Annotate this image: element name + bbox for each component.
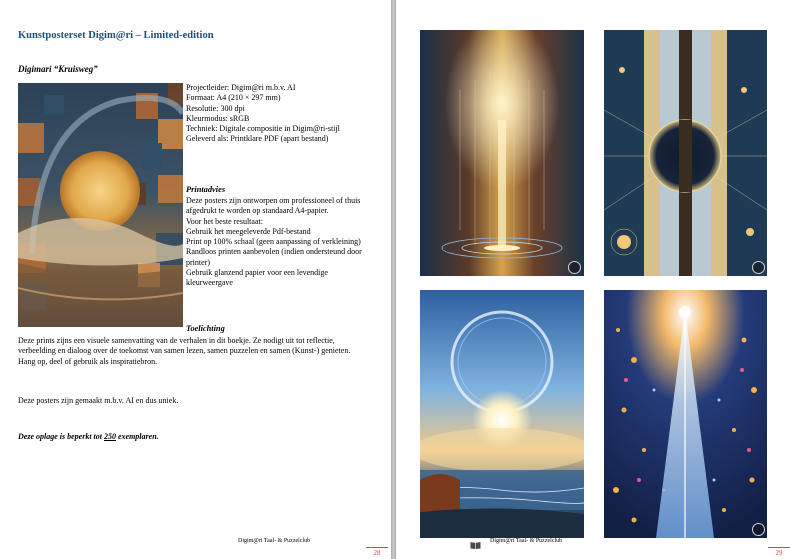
footer-text: Digim@ri Taal- & Puzzelclub <box>238 538 311 544</box>
artwork-kruisweg <box>18 83 183 327</box>
detail-resolutie: Resolutie: 300 dpi <box>186 103 245 113</box>
printadvies-line: Print op 100% schaal (geen aanpassing of verkleining) <box>186 237 361 247</box>
printadvies-line: Randloos printen aanbevolen (indien ondersteund door printer) <box>186 247 362 267</box>
ai-note: Deze posters zijn gemaakt m.b.v. AI en dus uniek. <box>18 396 179 405</box>
artwork-subtitle: Digimari “Kruisweg” <box>18 64 98 74</box>
poster-light-fountain <box>420 30 584 276</box>
limited-prefix: Deze oplage is beperkt tot <box>18 432 104 441</box>
poster-celestial-sea <box>420 290 584 538</box>
detail-geleverd: Geleverd als: Printklare PDF (apart bestand) <box>186 134 329 144</box>
poster-starry-path <box>604 290 767 538</box>
printadvies-line: Gebruik het meegeleverde Pdf-bestand <box>186 226 311 236</box>
printadvies-line: Gebruik glanzend papier voor een levendige kleurweergave <box>186 268 328 288</box>
right-page <box>396 0 790 559</box>
limited-suffix: exemplaren. <box>115 432 159 441</box>
project-details <box>186 83 366 145</box>
limited-edition-note <box>18 432 159 441</box>
printadvies-body <box>186 196 371 289</box>
signature-mark <box>752 261 765 274</box>
book-icon <box>470 536 481 544</box>
printadvies-line: Deze posters zijn ontworpen om professioneel of thuis afgedrukt te worden op standaard A4-papier. <box>186 196 361 216</box>
footer-text: Digim@ri Taal- & Puzzelclub <box>490 538 563 544</box>
signature-mark <box>568 261 581 274</box>
page-number: 28 <box>366 547 388 557</box>
toelichting-paragraph: Deze prints zijns een visuele samenvatting van de verhalen in dit boekje. Ze nodigt uit tot reflectie, verbeelding en dialoog over de toekomst van samen lezen, samen puzzelen en samen (Kunst-) genieten. <box>18 336 351 356</box>
detail-kleurmodus: Kleurmodus: sRGB <box>186 113 250 123</box>
printadvies-line: Voor het beste resultaat: <box>186 216 263 226</box>
left-page <box>0 0 391 559</box>
poster-cosmic-portal <box>604 30 767 276</box>
detail-techniek: Techniek: Digitale compositie in Digim@ri-stijl <box>186 124 340 134</box>
toelichting-heading: Toelichting <box>186 324 225 333</box>
page-number: 29 <box>768 547 790 557</box>
limited-number: 250 <box>103 432 116 441</box>
toelichting-body <box>18 336 373 367</box>
printadvies-heading: Printadvies <box>186 185 226 194</box>
signature-mark <box>752 523 765 536</box>
detail-formaat: Formaat: A4 (210 × 297 mm) <box>186 93 281 103</box>
toelichting-paragraph-2: Hang op, deel of gebruik als inspiratiebron. <box>18 356 158 366</box>
detail-projectleider: Projectleider: Digim@ri m.b.v. AI <box>186 83 296 92</box>
page-title: Kunstposterset Digim@ri – Limited-edition <box>18 30 214 41</box>
